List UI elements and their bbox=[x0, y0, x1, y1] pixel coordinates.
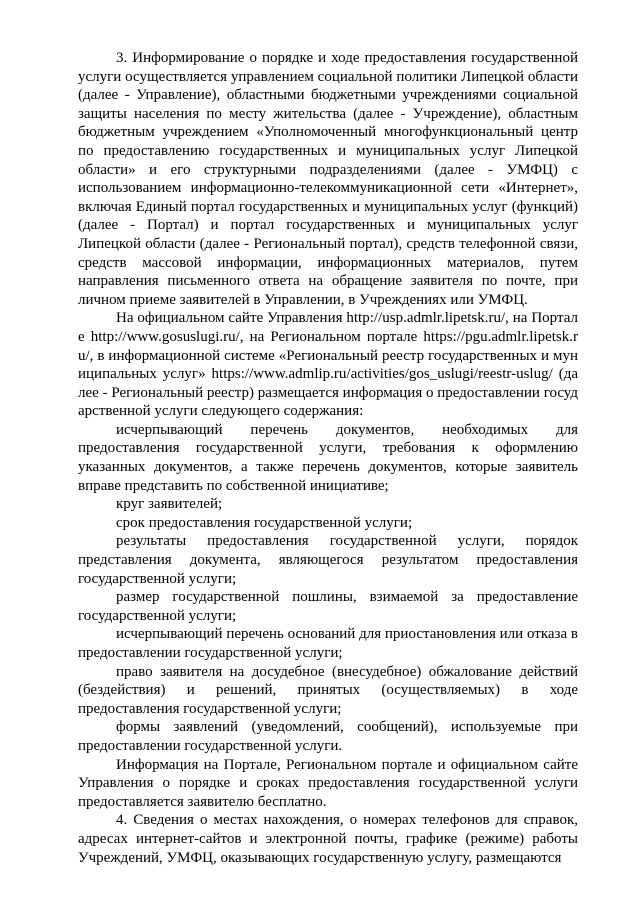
list-item-grounds: исчерпывающий перечень оснований для приостановления или отказа в предоставлении государственной услуги; bbox=[78, 626, 578, 661]
list-item-fee: размер государственной пошлины, взимаемой за предоставление государственной услуги; bbox=[78, 589, 578, 624]
list-item-term: срок предоставления государственной услуги; bbox=[116, 514, 413, 531]
paragraph-free-info: Информация на Портале, Региональном портале и официальном сайте Управления о порядке и сроках предоставления государственной услуги предоставляется заявителю бесплатно. bbox=[78, 756, 578, 810]
list-item-forms: формы заявлений (уведомлений, сообщений), используемые при предоставлении государственной услуги. bbox=[78, 719, 578, 754]
list-item-documents: исчерпывающий перечень документов, необходимых для предоставления государственной услуги, требования к оформлению указанных документов, а также перечень документов, которые заявитель вправе представить по собственной инициативе; bbox=[78, 421, 578, 494]
document-text bbox=[78, 49, 578, 867]
list-item-appeal: право заявителя на досудебное (внесудебное) обжалование действий (бездействия) и решений, принятых (осуществляемых) в ходе предоставления государственной услуги; bbox=[78, 663, 578, 717]
paragraph-websites: На официальном сайте Управления http://usp.admlr.lipetsk.ru/, на Портале http://www.gosuslugi.ru/, на Региональном портале https://pgu.admlr.lipetsk.ru/, в информационной системе «Региональный реестр государственных и муниципальных услуг» https://www.admlip.ru/activities/gos_uslugi/reestr-uslug/ (далее - Региональный реестр) размещается информация о предоставлении государственной услуги следующего содержания: bbox=[78, 310, 578, 420]
paragraph-informing: 3. Информирование о порядке и ходе предоставления государственной услуги осуществляется управлением социальной политики Липецкой области (далее - Управление), областными бюджетными учреждениями социальной защиты населения по месту жительства (далее - Учреждение), областным бюджетным учреждением «Уполномоченный многофункциональный центр по предоставлению государственных и муниципальных услуг Липецкой области» и его структурными подразделениями (далее - УМФЦ) с использованием информационно-телекоммуникационной сети «Интернет», включая Единый портал государственных и муниципальных услуг (функций) (далее - Портал) и портал государственных и муниципальных услуг Липецкой области (далее - Региональный портал), средств телефонной связи, средств массовой информации, информационных материалов, путем направления письменного ответа на обращение заявителя по почте, при личном приеме заявителей в Управлении, в Учреждениях или УМФЦ. bbox=[78, 50, 578, 308]
list-item-results: результаты предоставления государственной услуги, порядок представления документа, являющегося результатом предоставления государственной услуги; bbox=[78, 533, 578, 587]
list-item-applicants: круг заявителей; bbox=[116, 496, 223, 513]
paragraph-locations: 4. Сведения о местах нахождения, о номерах телефонов для справок, адресах интернет-сайтов и электронной почты, графике (режиме) работы Учреждений, УМФЦ, оказывающих государственную услугу, размещаются bbox=[78, 812, 578, 866]
